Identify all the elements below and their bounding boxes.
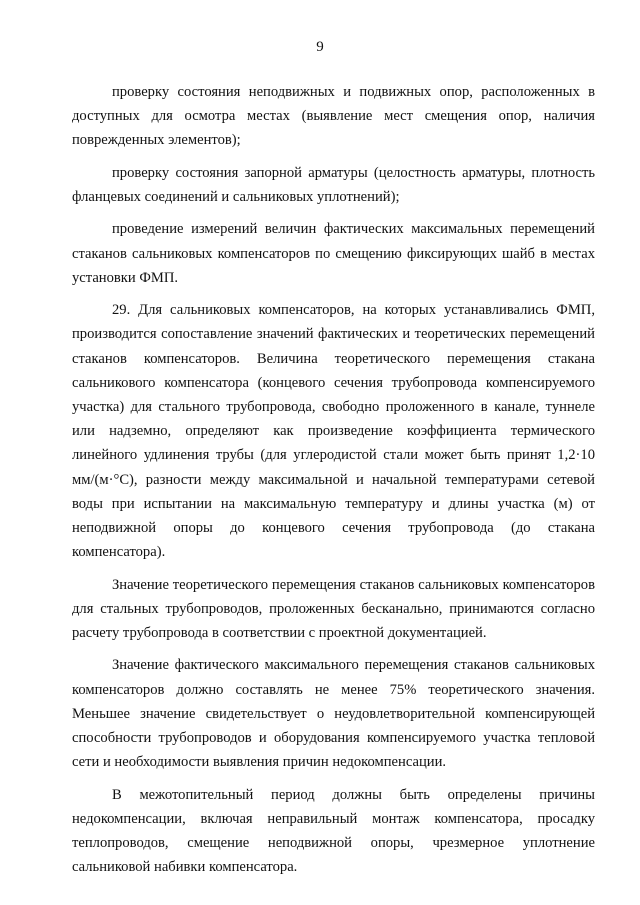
paragraph-undercompensation-causes: В межотопительный период должны быть определены причины недокомпенсации, включая неправильный монтаж компенсатора, просадку теплопроводов, смещение неподвижной опоры, чрезмерное уплотнение сальниковой набивки компенсатора. <box>72 786 595 876</box>
page-number: 9 <box>316 39 324 55</box>
paragraph-actual-displacement: Значение фактического максимального перемещения стаканов сальниковых компенсаторов должно составлять не менее 75% теоретического значения. Меньшее значение свидетельствует о неудовлетворительной компенсирующей способности трубопроводов и оборудования компенсируемого участка тепловой сети и необходимости выявления причин недокомпенсации. <box>72 657 595 771</box>
paragraph-valve-inspection: проверку состояния запорной арматуры (целостность арматуры, плотность фланцевых соединений и сальниковых уплотнений); <box>72 164 595 205</box>
paragraph-item-29: 29. Для сальниковых компенсаторов, на которых устанавливались ФМП, производится сопоставление значений фактических и теоретических перемещений стаканов компенсаторов. Величина теоретического перемещения стакана сальникового компенсатора (концевого сечения трубопровода компенсируемого участка) для стального трубопровода, свободно проложенного в канале, туннеле или надземно, определяют как произведение коэффициента термического линейного удлинения трубы (для углеродистой стали может быть принят 1,2·10 мм/(м·°С), разности между максимальной и начальной температурами сетевой воды при испытании на максимальную температуру и длины участка (м) от неподвижной опоры до концевого сечения трубопровода (до стакана компенсатора). <box>72 302 595 561</box>
document-body <box>72 80 595 879</box>
paragraph-support-inspection: проверку состояния неподвижных и подвижных опор, расположенных в доступных для осмотра местах (выявление мест смещения опор, наличия поврежденных элементов); <box>72 84 595 149</box>
paragraph-displacement-measurement: проведение измерений величин фактических максимальных перемещений стаканов сальниковых компенсаторов по смещению фиксирующих шайб в местах установки ФМП. <box>72 221 595 286</box>
paragraph-theoretical-displacement: Значение теоретического перемещения стаканов сальниковых компенсаторов для стальных трубопроводов, проложенных бесканально, принимаются согласно расчету трубопровода в соответствии с проектной документацией. <box>72 576 595 642</box>
